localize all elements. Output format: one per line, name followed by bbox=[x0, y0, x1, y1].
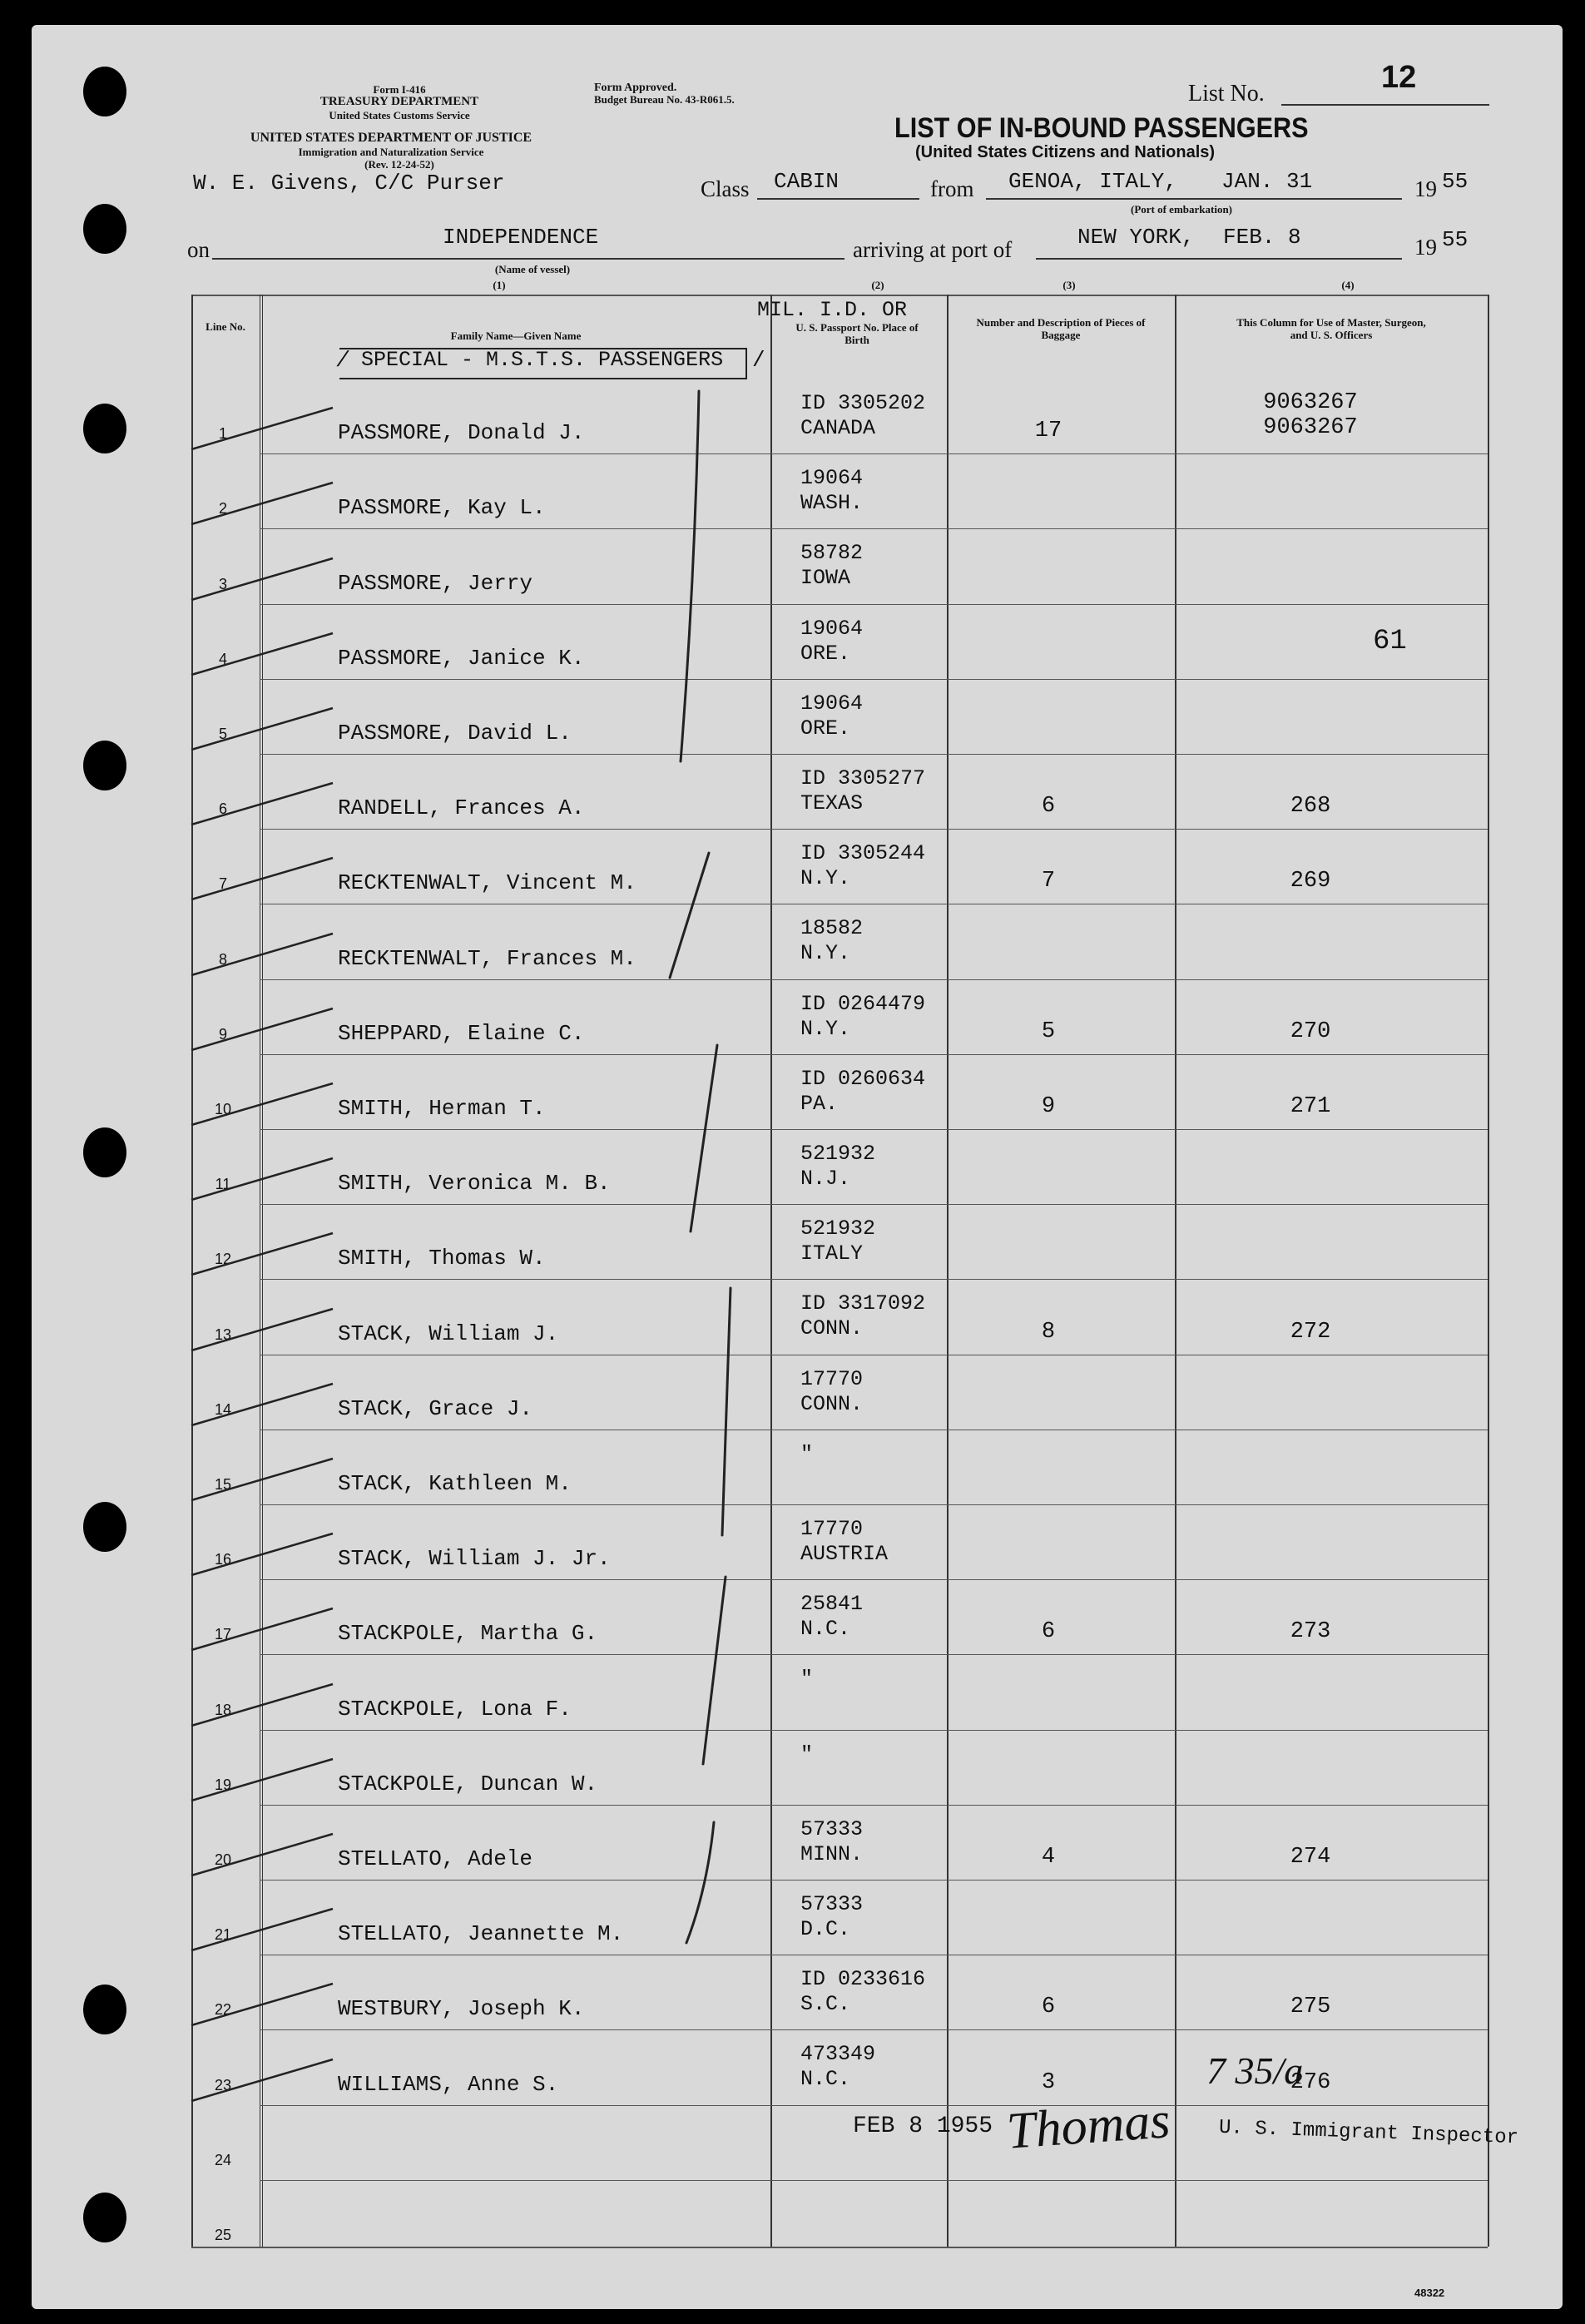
passenger-name: PASSMORE, David L. bbox=[338, 721, 572, 746]
section-header-bracket-left: / bbox=[334, 348, 351, 373]
from-label: from bbox=[930, 176, 974, 201]
passport-id: 521932 bbox=[800, 1142, 876, 1166]
line-number: 21 bbox=[214, 1926, 232, 1943]
bracket-stack bbox=[722, 1288, 731, 1535]
row4-mark: 61 bbox=[1373, 626, 1407, 657]
form-approved: Form Approved. bbox=[594, 82, 677, 94]
passenger-name: SHEPPARD, Elaine C. bbox=[338, 1021, 585, 1046]
passport-id: 18582 bbox=[800, 916, 864, 940]
passenger-name: STACK, Grace J. bbox=[338, 1396, 533, 1421]
arrival-port: NEW YORK, bbox=[1077, 225, 1195, 250]
place-of-birth: WASH. bbox=[800, 491, 864, 515]
passenger-name: PASSMORE, Jerry bbox=[338, 571, 533, 596]
passport-id: ID 3305277 bbox=[800, 766, 926, 790]
customs-service: United States Customs Service bbox=[329, 109, 470, 121]
line-number: 13 bbox=[214, 1326, 232, 1343]
line-number: 24 bbox=[214, 2152, 232, 2168]
ins-service: Immigration and Naturalization Service bbox=[298, 146, 484, 158]
passenger-name: WESTBURY, Joseph K. bbox=[338, 1996, 585, 2021]
line-number: 9 bbox=[218, 1026, 227, 1043]
handwritten-fraction: 7 35/a bbox=[1206, 2049, 1304, 2092]
inspector-title: U. S. Immigrant Inspector bbox=[1218, 2116, 1519, 2150]
arriving-label: arriving at port of bbox=[853, 237, 1013, 262]
inspector-signature: Thomas bbox=[1004, 2092, 1172, 2160]
year-suffix-2: 55 bbox=[1442, 227, 1469, 252]
line-number: 4 bbox=[218, 651, 227, 667]
col-header-line-no: Line No. bbox=[206, 320, 245, 333]
line-number: 15 bbox=[214, 1476, 232, 1493]
passport-id: 19064 bbox=[800, 617, 864, 641]
line-number: 1 bbox=[218, 425, 227, 442]
line-number: 16 bbox=[214, 1551, 232, 1568]
vessel-name: INDEPENDENCE bbox=[443, 225, 599, 250]
passport-id: 57333 bbox=[800, 1892, 864, 1916]
place-of-birth: N.Y. bbox=[800, 866, 851, 890]
line-number: 11 bbox=[215, 1176, 231, 1192]
place-of-birth: D.C. bbox=[800, 1917, 851, 1941]
arrival-date: FEB. 8 bbox=[1223, 225, 1301, 250]
officer-entry: 276 bbox=[1290, 2070, 1331, 2095]
baggage-count: 6 bbox=[1041, 1619, 1056, 1644]
passenger-name: STACKPOLE, Duncan W. bbox=[338, 1771, 598, 1796]
line-number: 10 bbox=[214, 1101, 232, 1117]
line-number: 25 bbox=[214, 2227, 232, 2243]
place-of-birth: N.Y. bbox=[800, 941, 851, 965]
passport-id: 19064 bbox=[800, 466, 864, 490]
passport-id: 57333 bbox=[800, 1817, 864, 1841]
col-header-passport-typed: MIL. I.D. OR bbox=[757, 298, 908, 322]
baggage-count: 6 bbox=[1041, 1994, 1056, 2019]
officer-entry: 275 bbox=[1290, 1994, 1331, 2019]
line-number: 2 bbox=[218, 500, 227, 517]
arrival-stamp-date: FEB 8 1955 bbox=[853, 2113, 993, 2139]
passport-id: 25841 bbox=[800, 1592, 864, 1616]
place-of-birth: N.Y. bbox=[800, 1017, 851, 1041]
col-num-2: (2) bbox=[871, 279, 884, 291]
form-number: Form I-416 bbox=[373, 83, 426, 96]
line-number: 7 bbox=[218, 875, 227, 892]
baggage-count: 9 bbox=[1041, 1094, 1056, 1119]
col-num-3: (3) bbox=[1062, 279, 1076, 291]
officer-entry: 269 bbox=[1290, 869, 1331, 894]
baggage-count: 3 bbox=[1041, 2070, 1056, 2095]
baggage-count: 6 bbox=[1041, 794, 1056, 819]
line-number: 5 bbox=[218, 726, 227, 742]
section-header-bracket-right: / bbox=[752, 348, 765, 373]
baggage-count: 4 bbox=[1041, 1845, 1056, 1870]
officer-entry: 271 bbox=[1290, 1094, 1331, 1119]
line-number: 22 bbox=[214, 2001, 232, 2018]
baggage-count: 8 bbox=[1041, 1320, 1056, 1345]
col-num-4: (4) bbox=[1341, 279, 1355, 291]
col-header-name: Family Name—Given Name bbox=[450, 330, 582, 342]
passport-id: ID 0264479 bbox=[800, 992, 926, 1016]
list-no-value: 12 bbox=[1381, 60, 1417, 95]
baggage-count: 5 bbox=[1041, 1019, 1056, 1044]
passenger-name: STACK, William J. bbox=[338, 1321, 559, 1346]
passenger-name: PASSMORE, Janice K. bbox=[338, 646, 585, 671]
port-embark-caption: (Port of embarkation) bbox=[1130, 203, 1233, 216]
footer-code: 48322 bbox=[1414, 2287, 1445, 2299]
col-header-passport: U. S. Passport No. Place of Birth bbox=[795, 321, 919, 346]
place-of-birth: ORE. bbox=[800, 716, 851, 741]
place-of-birth: ITALY bbox=[800, 1241, 864, 1266]
passenger-name: SMITH, Veronica M. B. bbox=[338, 1171, 611, 1196]
passport-id: 521932 bbox=[800, 1217, 876, 1241]
passport-id: ID 3305202 bbox=[800, 391, 926, 415]
budget-bureau: Budget Bureau No. 43-R061.5. bbox=[594, 93, 735, 106]
passenger-name: STACKPOLE, Martha G. bbox=[338, 1621, 598, 1646]
bracket-recktenwalt bbox=[670, 853, 709, 978]
passport-id: ID 3305244 bbox=[800, 841, 926, 865]
passport-id: " bbox=[800, 1442, 814, 1466]
officer-entry: 272 bbox=[1290, 1320, 1331, 1345]
treasury-dept: TREASURY DEPARTMENT bbox=[319, 95, 479, 108]
passenger-name: STACK, Kathleen M. bbox=[338, 1471, 572, 1496]
place-of-birth: AUSTRIA bbox=[800, 1542, 889, 1566]
passenger-name: SMITH, Herman T. bbox=[338, 1096, 546, 1121]
baggage-count: 7 bbox=[1041, 869, 1056, 894]
officer-entry: 273 bbox=[1290, 1619, 1331, 1644]
passport-id: " bbox=[800, 1667, 814, 1691]
col-num-1: (1) bbox=[493, 279, 506, 291]
list-no-label: List No. bbox=[1188, 81, 1265, 107]
officer-entry: 274 bbox=[1290, 1845, 1331, 1870]
officer-entry: 270 bbox=[1290, 1019, 1331, 1044]
passport-id: " bbox=[800, 1742, 814, 1767]
passport-id: 58782 bbox=[800, 541, 864, 565]
line-number: 14 bbox=[214, 1401, 232, 1418]
place-of-birth: ORE. bbox=[800, 642, 851, 666]
line-number: 18 bbox=[214, 1702, 232, 1718]
passenger-name: STELLATO, Adele bbox=[338, 1846, 533, 1871]
line-number: 3 bbox=[218, 576, 227, 592]
form-revision: (Rev. 12-24-52) bbox=[364, 158, 434, 171]
place-of-birth: N.J. bbox=[800, 1167, 851, 1191]
place-of-birth: TEXAS bbox=[800, 791, 864, 815]
passenger-name: RECKTENWALT, Vincent M. bbox=[338, 870, 636, 895]
passenger-name: PASSMORE, Donald J. bbox=[338, 420, 585, 445]
page-title: LIST OF IN-BOUND PASSENGERS bbox=[894, 112, 1309, 144]
section-header-text: SPECIAL - M.S.T.S. PASSENGERS bbox=[361, 348, 724, 372]
year-suffix-1: 55 bbox=[1442, 169, 1469, 194]
passport-id: 19064 bbox=[800, 691, 864, 716]
class-value: CABIN bbox=[774, 169, 840, 194]
year-prefix-1: 19 bbox=[1414, 176, 1437, 201]
line-number: 20 bbox=[214, 1851, 232, 1868]
baggage-count: 17 bbox=[1034, 419, 1062, 443]
bracket-smith bbox=[691, 1045, 717, 1231]
place-of-birth: IOWA bbox=[800, 566, 851, 590]
line-number: 19 bbox=[214, 1776, 232, 1793]
vessel-caption: (Name of vessel) bbox=[494, 263, 571, 275]
from-date: JAN. 31 bbox=[1221, 169, 1313, 194]
class-label: Class bbox=[701, 176, 750, 201]
place-of-birth: S.C. bbox=[800, 1992, 851, 2016]
place-of-birth: N.C. bbox=[800, 1617, 851, 1641]
place-of-birth: MINN. bbox=[800, 1842, 864, 1866]
place-of-birth: CONN. bbox=[800, 1316, 864, 1340]
passenger-name: WILLIAMS, Anne S. bbox=[338, 2072, 559, 2097]
officer-entry: 268 bbox=[1290, 794, 1331, 819]
col-header-officers: This Column for Use of Master, Surgeon, and U. S. Officers bbox=[1236, 316, 1426, 341]
line-number: 17 bbox=[214, 1626, 232, 1643]
purser-name: W. E. Givens, C/C Purser bbox=[193, 171, 505, 196]
officer-entry: 9063267 bbox=[1263, 390, 1358, 415]
bracket-passmore bbox=[681, 391, 699, 761]
officer-entry: 9063267 bbox=[1263, 415, 1358, 440]
place-of-birth: CONN. bbox=[800, 1392, 864, 1416]
line-number: 12 bbox=[214, 1251, 232, 1267]
bracket-stackpole bbox=[703, 1577, 726, 1764]
passport-id: ID 3317092 bbox=[800, 1291, 926, 1316]
page-subtitle: (United States Citizens and Nationals) bbox=[915, 143, 1216, 161]
col-header-baggage: Number and Description of Pieces of Baggage bbox=[976, 316, 1146, 341]
passenger-name: STACK, William J. Jr. bbox=[338, 1546, 611, 1571]
place-of-birth: PA. bbox=[800, 1092, 839, 1116]
line-number: 23 bbox=[214, 2077, 232, 2094]
passenger-name: STACKPOLE, Lona F. bbox=[338, 1697, 572, 1722]
line-number: 6 bbox=[218, 800, 227, 817]
on-label: on bbox=[187, 237, 210, 262]
place-of-birth: CANADA bbox=[800, 416, 876, 440]
passport-id: 17770 bbox=[800, 1367, 864, 1391]
passport-id: ID 0233616 bbox=[800, 1967, 926, 1991]
passenger-name: STELLATO, Jeannette M. bbox=[338, 1921, 624, 1946]
from-port: GENOA, ITALY, bbox=[1008, 169, 1177, 194]
line-number: 8 bbox=[218, 951, 227, 968]
passenger-name: PASSMORE, Kay L. bbox=[338, 495, 546, 520]
year-prefix-2: 19 bbox=[1414, 235, 1437, 260]
passport-id: ID 0260634 bbox=[800, 1067, 926, 1091]
justice-dept: UNITED STATES DEPARTMENT OF JUSTICE bbox=[250, 131, 532, 145]
bracket-stellato bbox=[686, 1822, 714, 1943]
passenger-name: RANDELL, Frances A. bbox=[338, 795, 585, 820]
passenger-name: RECKTENWALT, Frances M. bbox=[338, 946, 636, 971]
passenger-name: SMITH, Thomas W. bbox=[338, 1246, 546, 1271]
passport-id: 17770 bbox=[800, 1517, 864, 1541]
place-of-birth: N.C. bbox=[800, 2067, 851, 2091]
passport-id: 473349 bbox=[800, 2042, 876, 2066]
